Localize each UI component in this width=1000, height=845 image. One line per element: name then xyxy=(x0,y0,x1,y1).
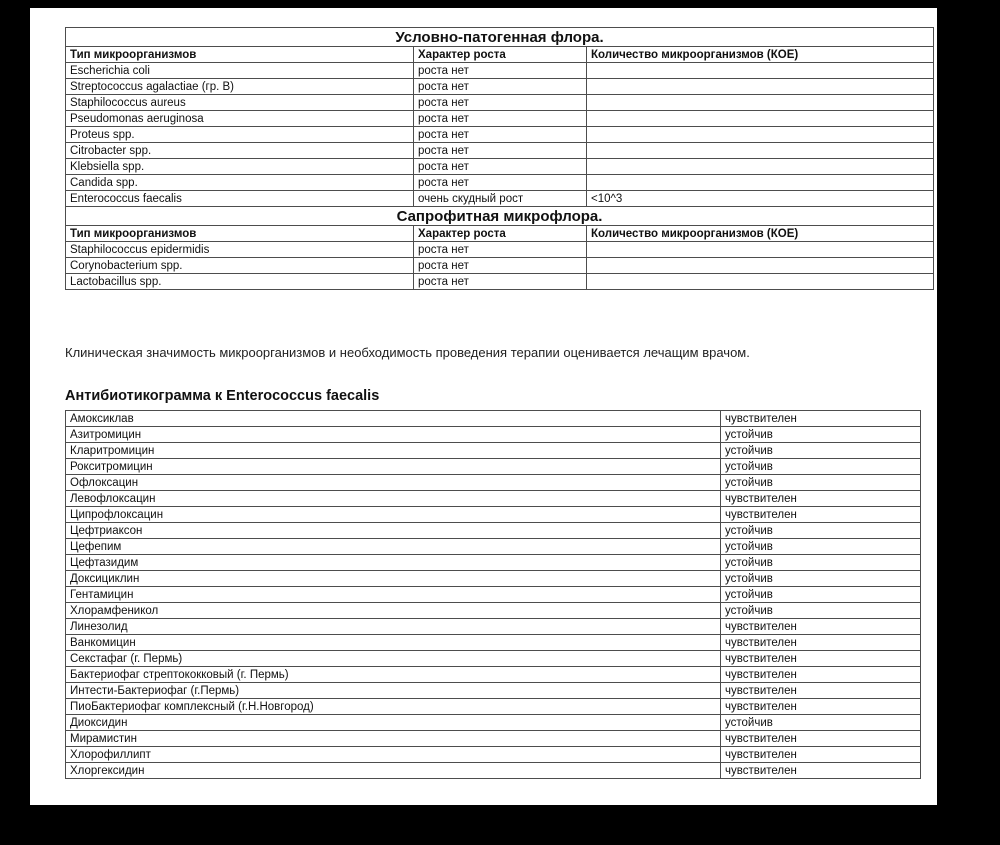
sensitivity-result-cell: устойчив xyxy=(721,555,921,571)
sensitivity-result-cell: устойчив xyxy=(721,587,921,603)
table-row xyxy=(66,127,934,143)
antibiotic-name-cell: ПиоБактериофаг комплексный (г.Н.Новгород) xyxy=(66,699,721,715)
sensitivity-result-cell: чувствителен xyxy=(721,635,921,651)
antibiotic-name-cell: Доксициклин xyxy=(66,571,721,587)
growth-character-cell: роста нет xyxy=(414,159,587,175)
antibiotic-name-cell: Хлорамфеникол xyxy=(66,603,721,619)
growth-character-cell: роста нет xyxy=(414,127,587,143)
antibiotic-name-cell: Бактериофаг стрептококковый (г. Пермь) xyxy=(66,667,721,683)
microorganism-count-cell xyxy=(587,79,934,95)
table-row xyxy=(66,587,921,603)
antibiotic-name-cell: Амоксиклав xyxy=(66,411,721,427)
growth-character-cell: роста нет xyxy=(414,242,587,258)
table-header-row xyxy=(66,226,934,242)
table-row xyxy=(66,635,921,651)
table-row xyxy=(66,651,921,667)
microorganism-name-cell: Citrobacter spp. xyxy=(66,143,414,159)
sensitivity-result-cell: чувствителен xyxy=(721,747,921,763)
sensitivity-result-cell: устойчив xyxy=(721,571,921,587)
table-row xyxy=(66,427,921,443)
table-title-row xyxy=(66,207,934,226)
antibiotic-name-cell: Ванкомицин xyxy=(66,635,721,651)
sensitivity-result-cell: устойчив xyxy=(721,443,921,459)
antibiotic-name-cell: Офлоксацин xyxy=(66,475,721,491)
table-row xyxy=(66,443,921,459)
microorganism-name-cell: Enterococcus faecalis xyxy=(66,191,414,207)
microorganism-name-cell: Staphilococcus aureus xyxy=(66,95,414,111)
sensitivity-result-cell: чувствителен xyxy=(721,411,921,427)
table-row xyxy=(66,715,921,731)
microflora-table xyxy=(65,27,934,290)
sensitivity-result-cell: устойчив xyxy=(721,715,921,731)
flora-section-title: Условно-патогенная флора. xyxy=(66,28,934,47)
sensitivity-result-cell: устойчив xyxy=(721,459,921,475)
growth-character-cell: роста нет xyxy=(414,143,587,159)
table-row xyxy=(66,571,921,587)
table-title-row xyxy=(66,28,934,47)
sensitivity-result-cell: устойчив xyxy=(721,603,921,619)
sensitivity-result-cell: чувствителен xyxy=(721,763,921,779)
antibiotic-name-cell: Цефепим xyxy=(66,539,721,555)
sensitivity-result-cell: чувствителен xyxy=(721,699,921,715)
table-row xyxy=(66,539,921,555)
table-row xyxy=(66,258,934,274)
table-row xyxy=(66,175,934,191)
sensitivity-result-cell: чувствителен xyxy=(721,651,921,667)
microorganism-count-cell xyxy=(587,95,934,111)
microorganism-count-cell xyxy=(587,258,934,274)
microorganism-name-cell: Pseudomonas aeruginosa xyxy=(66,111,414,127)
sensitivity-result-cell: устойчив xyxy=(721,523,921,539)
microorganism-count-cell xyxy=(587,159,934,175)
sensitivity-result-cell: чувствителен xyxy=(721,507,921,523)
flora-table-body xyxy=(66,63,934,207)
table-row xyxy=(66,475,921,491)
microorganism-name-cell: Streptococcus agalactiae (гр. B) xyxy=(66,79,414,95)
column-header-growth: Характер роста xyxy=(414,226,587,242)
table-row xyxy=(66,747,921,763)
table-row xyxy=(66,143,934,159)
sensitivity-result-cell: чувствителен xyxy=(721,667,921,683)
column-header-type: Тип микроорганизмов xyxy=(66,226,414,242)
table-row xyxy=(66,79,934,95)
column-header-count: Количество микроорганизмов (КОЕ) xyxy=(587,226,934,242)
antibiogram-table-body xyxy=(66,411,921,779)
antibiotic-name-cell: Кларитромицин xyxy=(66,443,721,459)
microorganism-name-cell: Candida spp. xyxy=(66,175,414,191)
antibiotic-name-cell: Мирамистин xyxy=(66,731,721,747)
table-row xyxy=(66,63,934,79)
antibiotic-name-cell: Цефтазидим xyxy=(66,555,721,571)
clinical-significance-note: Клиническая значимость микроорганизмов и необходимость проведения терапии оценивается лечащим врачом. xyxy=(65,345,750,360)
antibiotic-name-cell: Диоксидин xyxy=(66,715,721,731)
flora-section-head xyxy=(66,28,934,63)
growth-character-cell: роста нет xyxy=(414,175,587,191)
table-row xyxy=(66,619,921,635)
table-row xyxy=(66,411,921,427)
sensitivity-result-cell: чувствителен xyxy=(721,731,921,747)
table-row xyxy=(66,555,921,571)
antibiotic-name-cell: Гентамицин xyxy=(66,587,721,603)
sensitivity-result-cell: устойчив xyxy=(721,475,921,491)
table-row xyxy=(66,159,934,175)
table-row xyxy=(66,191,934,207)
growth-character-cell: роста нет xyxy=(414,95,587,111)
table-row xyxy=(66,763,921,779)
microorganism-name-cell: Proteus spp. xyxy=(66,127,414,143)
microorganism-name-cell: Corynobacterium spp. xyxy=(66,258,414,274)
microorganism-name-cell: Staphilococcus epidermidis xyxy=(66,242,414,258)
antibiotic-name-cell: Линезолид xyxy=(66,619,721,635)
microorganism-count-cell xyxy=(587,127,934,143)
antibiotic-name-cell: Цефтриаксон xyxy=(66,523,721,539)
column-header-type: Тип микроорганизмов xyxy=(66,47,414,63)
table-row xyxy=(66,459,921,475)
growth-character-cell: роста нет xyxy=(414,258,587,274)
table-row xyxy=(66,683,921,699)
table-row xyxy=(66,699,921,715)
microorganism-count-cell: <10^3 xyxy=(587,191,934,207)
sensitivity-result-cell: чувствителен xyxy=(721,619,921,635)
microorganism-count-cell xyxy=(587,242,934,258)
microorganism-count-cell xyxy=(587,143,934,159)
antibiotic-name-cell: Хлоргексидин xyxy=(66,763,721,779)
sensitivity-result-cell: устойчив xyxy=(721,427,921,443)
growth-character-cell: роста нет xyxy=(414,111,587,127)
antibiotic-name-cell: Ципрофлоксацин xyxy=(66,507,721,523)
microorganism-name-cell: Klebsiella spp. xyxy=(66,159,414,175)
table-row xyxy=(66,95,934,111)
table-row xyxy=(66,731,921,747)
sensitivity-result-cell: устойчив xyxy=(721,539,921,555)
table-row xyxy=(66,111,934,127)
antibiotic-name-cell: Рокситромицин xyxy=(66,459,721,475)
antibiotic-name-cell: Хлорофиллипт xyxy=(66,747,721,763)
microorganism-count-cell xyxy=(587,111,934,127)
table-row xyxy=(66,274,934,290)
saprophytic-section-head xyxy=(66,207,934,242)
growth-character-cell: очень скудный рост xyxy=(414,191,587,207)
microorganism-count-cell xyxy=(587,274,934,290)
table-header-row xyxy=(66,47,934,63)
antibiogram-table xyxy=(65,410,921,779)
sensitivity-result-cell: чувствителен xyxy=(721,683,921,699)
microorganism-name-cell: Lactobacillus spp. xyxy=(66,274,414,290)
table-row xyxy=(66,523,921,539)
sensitivity-result-cell: чувствителен xyxy=(721,491,921,507)
saprophytic-section-title: Сапрофитная микрофлора. xyxy=(66,207,934,226)
antibiotic-name-cell: Левофлоксацин xyxy=(66,491,721,507)
table-row xyxy=(66,242,934,258)
microorganism-count-cell xyxy=(587,175,934,191)
saprophytic-table-body xyxy=(66,242,934,290)
table-row xyxy=(66,507,921,523)
growth-character-cell: роста нет xyxy=(414,79,587,95)
antibiogram-title: Антибиотикограмма к Enterococcus faecalis xyxy=(65,388,380,404)
column-header-growth: Характер роста xyxy=(414,47,587,63)
microorganism-name-cell: Escherichia coli xyxy=(66,63,414,79)
growth-character-cell: роста нет xyxy=(414,274,587,290)
table-row xyxy=(66,603,921,619)
table-row xyxy=(66,667,921,683)
growth-character-cell: роста нет xyxy=(414,63,587,79)
antibiotic-name-cell: Интести-Бактериофаг (г.Пермь) xyxy=(66,683,721,699)
table-row xyxy=(66,491,921,507)
document-page xyxy=(30,8,937,805)
column-header-count: Количество микроорганизмов (КОЕ) xyxy=(587,47,934,63)
microorganism-count-cell xyxy=(587,63,934,79)
antibiotic-name-cell: Секстафаг (г. Пермь) xyxy=(66,651,721,667)
antibiotic-name-cell: Азитромицин xyxy=(66,427,721,443)
